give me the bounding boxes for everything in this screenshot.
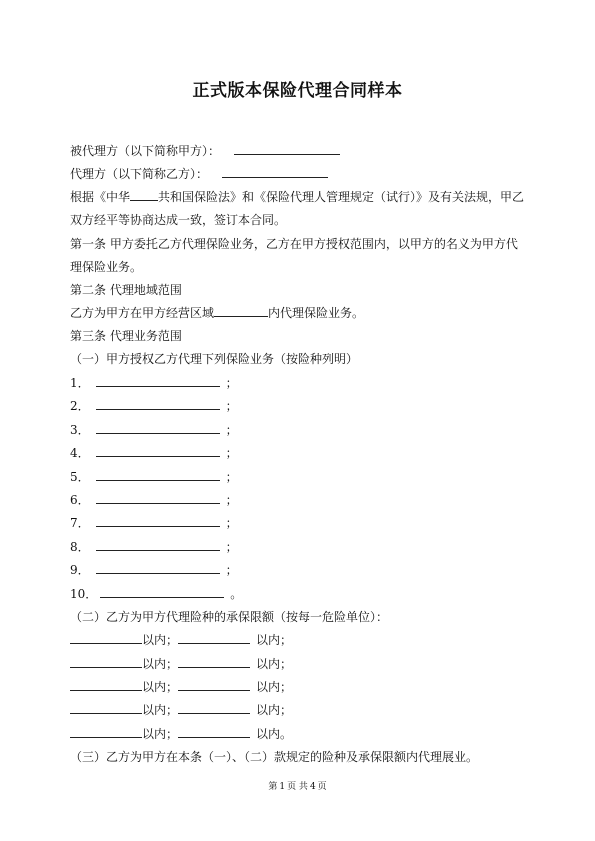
preamble-blank	[130, 189, 158, 201]
article-2-body	[70, 305, 364, 321]
item-blank	[96, 445, 220, 457]
principal-blank	[234, 143, 340, 155]
item-end: ；	[225, 446, 238, 460]
limit-row	[70, 726, 292, 742]
list-item	[70, 375, 238, 391]
preamble-text-a: 根据《中华	[70, 190, 131, 204]
list-item	[70, 539, 238, 555]
item-blank	[96, 539, 220, 551]
principal-line	[70, 143, 340, 159]
preamble-line-2: 双方经平等协商达成一致，签订本合同。	[70, 213, 287, 227]
article-2-text-a: 乙方为甲方在甲方经营区域	[70, 306, 215, 320]
item-number: 5．	[70, 470, 90, 484]
limit-text-a: 以内；	[142, 633, 179, 647]
limit-row	[70, 702, 292, 718]
section-1-heading: （一）甲方授权乙方代理下列保险业务（按险种列明）	[70, 352, 359, 366]
limit-text-a: 以内；	[142, 727, 179, 741]
limit-text-b: 以内；	[256, 633, 293, 647]
item-blank	[100, 586, 224, 598]
item-end: ；	[225, 376, 238, 390]
preamble-line-1	[70, 189, 524, 205]
limit-blank	[178, 726, 250, 738]
item-blank	[96, 375, 220, 387]
principal-label: 被代理方（以下简称甲方）：	[70, 144, 221, 158]
item-blank	[96, 422, 220, 434]
item-blank	[96, 515, 220, 527]
list-item	[70, 469, 238, 485]
limit-blank	[178, 679, 250, 691]
page-suffix: 页	[317, 782, 327, 792]
item-end: ；	[225, 563, 238, 577]
item-end: ；	[225, 516, 238, 530]
page-total: 4	[309, 782, 316, 792]
list-item	[70, 445, 238, 461]
list-item	[70, 562, 238, 578]
item-number: 4．	[70, 446, 90, 460]
page-prefix: 第	[268, 782, 278, 792]
agent-label: 代理方（以下简称乙方）：	[70, 167, 209, 181]
limit-text-b: 以内。	[256, 727, 293, 741]
limit-blank	[70, 632, 142, 644]
agent-line	[70, 166, 328, 182]
limit-blank	[178, 632, 250, 644]
limit-text-a: 以内；	[142, 680, 179, 694]
document-title: 正式版本保险代理合同样本	[192, 81, 403, 101]
item-end: ；	[225, 470, 238, 484]
limit-text-b: 以内；	[256, 657, 293, 671]
page-mid: 页 共	[287, 782, 308, 792]
article-2-text-b: 内代理保险业务。	[268, 306, 365, 320]
item-end: 。	[230, 587, 243, 601]
limit-blank	[70, 702, 142, 714]
list-item	[70, 422, 238, 438]
list-item	[70, 586, 242, 602]
region-blank	[214, 305, 268, 317]
agent-blank	[222, 166, 328, 178]
item-number: 2．	[70, 399, 90, 413]
article-2-heading: 第二条 代理地域范围	[70, 283, 182, 297]
item-end: ；	[225, 493, 238, 507]
item-blank	[96, 398, 220, 410]
limit-text-b: 以内；	[256, 703, 293, 717]
item-number: 7．	[70, 516, 90, 530]
article-3-heading: 第三条 代理业务范围	[70, 329, 182, 343]
item-end: ；	[225, 540, 238, 554]
limit-blank	[70, 656, 142, 668]
item-number: 8．	[70, 540, 90, 554]
item-number: 3．	[70, 423, 90, 437]
limit-text-a: 以内；	[142, 703, 179, 717]
section-2-heading: （二）乙方为甲方代理险种的承保限额（按每一危险单位）：	[70, 610, 389, 624]
limit-text-a: 以内；	[142, 657, 179, 671]
limit-blank	[178, 702, 250, 714]
item-number: 6．	[70, 493, 90, 507]
limit-row	[70, 679, 292, 695]
list-item	[70, 515, 238, 531]
item-end: ；	[225, 399, 238, 413]
list-item	[70, 492, 238, 508]
preamble-text-b: 共和国保险法》和《保险代理人管理规定（试行）》及有关法规，甲乙	[158, 190, 525, 204]
limit-blank	[178, 656, 250, 668]
limit-row	[70, 632, 292, 648]
limit-blank	[70, 726, 142, 738]
item-blank	[96, 469, 220, 481]
item-number: 10．	[70, 587, 98, 601]
item-blank	[96, 492, 220, 504]
item-end: ；	[225, 423, 238, 437]
item-number: 1．	[70, 376, 90, 390]
limit-blank	[70, 679, 142, 691]
item-number: 9．	[70, 563, 90, 577]
article-1-line-2: 理保险业务。	[70, 260, 143, 274]
page-number: 1	[279, 782, 286, 792]
section-3-text: （三）乙方为甲方在本条（一）、（二）款规定的险种及承保限额内代理展业。	[70, 750, 479, 764]
item-blank	[96, 562, 220, 574]
page-footer	[0, 779, 595, 792]
list-item	[70, 398, 238, 414]
article-1-line-1: 第一条 甲方委托乙方代理保险业务，乙方在甲方授权范围内，以甲方的名义为甲方代	[70, 237, 518, 251]
limit-text-b: 以内；	[256, 680, 293, 694]
limit-row	[70, 656, 292, 672]
